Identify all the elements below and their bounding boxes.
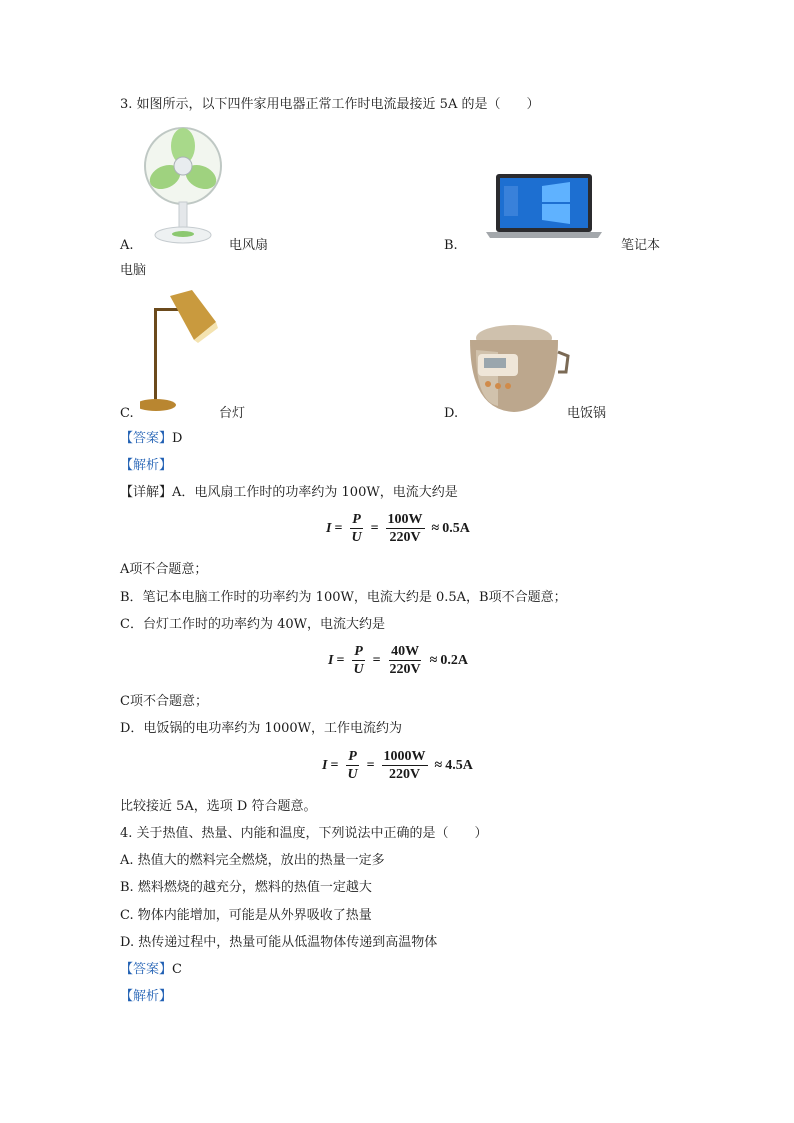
q4-option-c: C. 物体内能增加，可能是从外界吸收了热量 — [120, 908, 372, 923]
formula-a-eq1: = — [334, 520, 343, 536]
detail-d-text: D．电饭锅的电功率约为 1000W，工作电流约为 — [120, 721, 403, 736]
detail-label: 【详解】 — [120, 485, 173, 500]
formula-c-eq1: = — [336, 652, 345, 668]
formula-c-den: 220V — [389, 662, 421, 677]
q4-option-b: B. 燃料燃烧的越充分，燃料的热值一定越大 — [120, 880, 372, 895]
detail-a-line — [120, 485, 458, 501]
formula-d-p: P — [348, 749, 357, 764]
formula-c-pu — [351, 644, 365, 677]
option-a-label: 电风扇 — [229, 238, 269, 253]
option-c-letter: C. — [120, 406, 134, 421]
formula-d-result: 4.5A — [445, 757, 473, 773]
detail-a-text: A．电风扇工作时的功率约为 100W，电流大约是 — [172, 485, 458, 500]
q4-answer — [120, 962, 182, 978]
formula-c-p: P — [354, 644, 363, 659]
q4-answer-label: 【答案】 — [120, 962, 173, 977]
formula-d-values — [382, 749, 428, 782]
option-b-wrap: 电脑 — [120, 263, 147, 278]
formula-c-values — [388, 644, 423, 677]
formula-c-approx: ≈ — [429, 652, 438, 668]
formula-d-num: 1000W — [383, 749, 426, 764]
formula-a-values — [386, 512, 425, 545]
electric-fan-icon — [140, 122, 226, 246]
formula-c-lhs: I — [328, 652, 334, 668]
formula-d-eq1: = — [330, 757, 339, 773]
d-conclusion: 比较接近 5A，选项 D 符合题意。 — [120, 799, 317, 814]
c-conclusion: C项不合题意； — [120, 694, 208, 709]
formula-a — [326, 512, 470, 545]
detail-c-text: C．台灯工作时的功率约为 40W，电流大约是 — [120, 617, 385, 632]
answer-label: 【答案】 — [120, 431, 173, 446]
rice-cooker-icon — [462, 322, 572, 416]
formula-d-den: 220V — [388, 767, 421, 782]
formula-a-u: U — [351, 530, 362, 545]
option-b-letter: B. — [444, 238, 458, 253]
formula-d-approx: ≈ — [434, 757, 443, 773]
formula-c-num: 40W — [391, 644, 420, 659]
formula-c-result: 0.2A — [440, 652, 468, 668]
formula-d-lhs: I — [322, 757, 328, 773]
option-c-label: 台灯 — [219, 406, 246, 421]
formula-a-num: 100W — [387, 512, 423, 527]
q4-question: 4. 关于热值、热量、内能和温度，下列说法中正确的是（ ） — [120, 826, 488, 841]
formula-a-den: 220V — [389, 530, 421, 545]
q4-analysis-label: 【解析】 — [120, 989, 173, 1004]
formula-a-result: 0.5A — [442, 520, 470, 536]
formula-d — [322, 749, 473, 782]
q3-question: 3. 如图所示，以下四件家用电器正常工作时电流最接近 5A 的是（ ） — [120, 97, 540, 112]
formula-a-lhs: I — [326, 520, 332, 536]
formula-c-u: U — [353, 662, 364, 677]
q3-answer — [120, 431, 182, 447]
option-a-letter: A. — [120, 238, 134, 253]
formula-c — [328, 644, 468, 677]
option-d-label: 电饭锅 — [567, 406, 607, 421]
analysis-label: 【解析】 — [120, 458, 173, 473]
line-b: B．笔记本电脑工作时的功率约为 100W，电流大约是 0.5A，B项不合题意； — [120, 590, 567, 605]
formula-a-eq2: = — [370, 520, 379, 536]
answer-value: D — [172, 431, 183, 446]
formula-c-eq2: = — [372, 652, 381, 668]
option-b-label: 笔记本 — [621, 238, 661, 253]
q4-option-d: D. 热传递过程中，热量可能从低温物体传递到高温物体 — [120, 935, 438, 950]
formula-d-pu — [345, 749, 359, 782]
desk-lamp-icon — [140, 288, 220, 414]
formula-d-u: U — [347, 767, 358, 782]
formula-a-p: P — [352, 512, 361, 527]
q4-option-a: A. 热值大的燃料完全燃烧，放出的热量一定多 — [120, 853, 385, 868]
a-conclusion: A项不合题意； — [120, 562, 208, 577]
formula-a-pu — [349, 512, 363, 545]
q4-answer-value: C — [172, 962, 182, 977]
formula-a-approx: ≈ — [431, 520, 440, 536]
laptop-icon — [484, 172, 604, 242]
option-d-letter: D. — [444, 406, 459, 421]
formula-d-eq2: = — [366, 757, 375, 773]
